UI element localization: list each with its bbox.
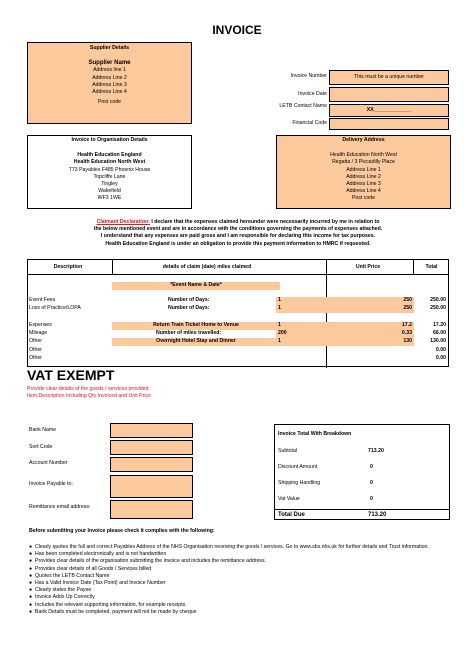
invoice-totals-box bbox=[274, 424, 450, 520]
checklist-item: ● Quotes the LETB Contact Name bbox=[29, 572, 110, 579]
row-detail: Number of miles travelled: bbox=[156, 330, 222, 336]
row-total: 0.00 bbox=[435, 347, 446, 353]
row-entry-field[interactable] bbox=[276, 322, 414, 330]
invoice-date-field[interactable] bbox=[329, 87, 449, 102]
vat-value-label: Vat Value bbox=[278, 496, 300, 502]
header-unit-price: Unit Price bbox=[355, 264, 381, 270]
row-entry-field[interactable] bbox=[276, 338, 414, 346]
checklist-item-text: Bank Details must be completed, payment will not be made by cheque bbox=[35, 608, 197, 615]
table-header bbox=[28, 260, 448, 275]
row-price: 17.2 bbox=[401, 322, 412, 328]
row-description: Loss of Practice/LOPA bbox=[29, 305, 81, 311]
delivery-line-3: Address Line 1 bbox=[346, 166, 381, 173]
total-due-label: Total Due bbox=[278, 512, 305, 518]
checklist-item-text: Provides clear details of all Goods / Services billed bbox=[35, 565, 152, 572]
row-entry-field[interactable] bbox=[276, 305, 414, 313]
row-description: Expenses bbox=[29, 322, 52, 328]
row-qty: 1 bbox=[278, 338, 281, 344]
row-description: Other bbox=[29, 347, 42, 353]
financial-code-label: Financial Code bbox=[292, 120, 327, 126]
checklist-item-text: Invoice Adds Up Correctly bbox=[35, 594, 95, 601]
checklist-item: ● Bank Details must be completed, payment will not be made by cheque bbox=[29, 608, 197, 615]
org-line-2: Health Education North West bbox=[73, 159, 146, 166]
page-title: INVOICE bbox=[212, 23, 262, 37]
checklist-item-text: Provides clear details of the organisation submitting the invoice and includes the remittance address. bbox=[35, 558, 266, 565]
org-line-5: Tingley bbox=[101, 181, 118, 188]
checklist bbox=[29, 544, 447, 616]
row-detail: Number of Days: bbox=[168, 305, 210, 311]
bank-name-field[interactable] bbox=[110, 423, 193, 438]
discount-value: 0 bbox=[370, 464, 373, 470]
checklist-item: ● Clearly quotes the full and correct Payables Address of the NHS Organisation receiving the goods / services. Go to www.sbs.nhs.uk for further details and Trust information. bbox=[29, 544, 429, 550]
shipping-value: 0 bbox=[370, 480, 373, 486]
checklist-item: ● Invoice Adds Up Correctly bbox=[29, 594, 95, 601]
row-qty: 1 bbox=[278, 305, 281, 311]
checklist-item-text: Has been completed electronically and is not handwritten bbox=[35, 551, 167, 558]
checklist-item-text: Quotes the LETB Contact Name bbox=[35, 572, 110, 579]
declaration-line-4: Health Education England is under an obligation to provide this payment information to HMRC if requested. bbox=[105, 240, 371, 247]
checklist-item: ● Includes the relevant supporting information, for example receipts. bbox=[29, 601, 187, 608]
vat-value: 0 bbox=[370, 496, 373, 502]
row-detail[interactable]: Overnight Hotel Stay and Dinner bbox=[112, 338, 280, 346]
header-details: details of claim (date) miles claimed bbox=[162, 264, 252, 270]
row-qty: 200 bbox=[278, 330, 287, 336]
financial-code-field[interactable] bbox=[329, 118, 449, 130]
header-total: Total bbox=[425, 264, 438, 270]
shipping-label: Shipping Handling bbox=[278, 480, 321, 486]
organisation-details-box bbox=[27, 135, 192, 209]
row-total: 250.00 bbox=[430, 297, 446, 303]
payable-to-field[interactable] bbox=[110, 475, 193, 498]
row-price: 250 bbox=[403, 305, 412, 311]
bank-name-label: Bank Name bbox=[29, 427, 57, 433]
checklist-item: ● Provides clear details of the organisation submitting the invoice and includes the remittance address. bbox=[29, 558, 266, 565]
table-row bbox=[28, 347, 448, 355]
row-price: 0.33 bbox=[401, 330, 412, 336]
org-line-7: WF3 1WE bbox=[97, 195, 122, 202]
org-line-3: T73 Payables F485 Phoenix House bbox=[68, 166, 151, 173]
table-row bbox=[28, 338, 448, 346]
subtotal-value: 713.20 bbox=[368, 448, 384, 454]
row-entry-field[interactable] bbox=[276, 330, 414, 338]
invoice-date-label: Invoice Date bbox=[298, 91, 327, 97]
supplier-line-4: Address Line 4 bbox=[92, 89, 127, 96]
row-qty: 1 bbox=[278, 322, 281, 328]
row-price: 130 bbox=[403, 338, 412, 344]
checklist-item-text: Includes the relevant supporting information, for example receipts. bbox=[35, 601, 187, 608]
vat-note-1: Provide clear details of the goods / services provided bbox=[27, 386, 149, 392]
row-qty: 1 bbox=[278, 297, 281, 303]
delivery-line-4: Address Line 2 bbox=[346, 173, 381, 180]
supplier-name: Supplier Name bbox=[88, 60, 131, 67]
checklist-item-text: Has a Valid Invoice Date (Tax Point) and Invoice Number bbox=[35, 580, 166, 587]
row-detail: Number of Days: bbox=[168, 297, 210, 303]
row-description: Other bbox=[29, 355, 42, 361]
checklist-item: ● Clearly states the Payee bbox=[29, 587, 92, 594]
delivery-line-7: Post code bbox=[351, 195, 376, 202]
delivery-address-box bbox=[276, 135, 451, 209]
event-name-field[interactable]: *Event Name & Date* bbox=[112, 282, 280, 290]
row-price: 250 bbox=[403, 297, 412, 303]
supplier-line-3: Address Line 3 bbox=[92, 81, 127, 88]
letb-contact-label: LETB Contact Name bbox=[279, 103, 327, 109]
delivery-heading: Delivery Address bbox=[342, 137, 385, 143]
row-detail[interactable]: Return Train Ticket Home to Venue bbox=[112, 322, 280, 330]
account-number-field[interactable] bbox=[110, 457, 193, 472]
declaration-line-3: I understand that any expenses are paid gross and I am responsible for declaring this income for tax purposes. bbox=[100, 233, 376, 240]
letb-contact-field[interactable]: XX_____________ bbox=[329, 104, 449, 117]
org-heading: Invoice to Organisation Details bbox=[71, 137, 148, 143]
org-line-6: Wakefield bbox=[98, 188, 121, 195]
payable-to-label: Invoice Payable to: bbox=[29, 481, 73, 487]
totals-heading: Invoice Total With Breakdown bbox=[278, 431, 352, 437]
claimant-declaration bbox=[27, 219, 449, 248]
row-total: 0.00 bbox=[435, 355, 446, 361]
subtotal-label: Subtotal bbox=[278, 448, 298, 454]
row-description: Event Fees bbox=[29, 297, 56, 303]
sort-code-label: Sort Code bbox=[29, 444, 53, 450]
row-total: 66.00 bbox=[433, 330, 446, 336]
vat-exempt-heading: VAT EXEMPT bbox=[27, 367, 115, 383]
row-entry-field[interactable] bbox=[276, 297, 414, 305]
supplier-line-1: Address line 1 bbox=[93, 67, 126, 74]
row-description: Other bbox=[29, 338, 42, 344]
total-due-value: 713.20 bbox=[368, 512, 387, 518]
row-description: Mileage bbox=[29, 330, 48, 336]
checklist-item-text: Clearly states the Payee bbox=[35, 587, 92, 594]
declaration-line-2: the below mentioned event and are in accordance with the conditions governing the payments of expenses attached. bbox=[93, 226, 383, 233]
remittance-email-field[interactable] bbox=[110, 500, 193, 519]
delivery-line-1: Health Education North West bbox=[330, 152, 397, 159]
checklist-item-text: Clearly quotes the full and correct Payables Address of the NHS Organisation receiving the goods / services. Go to www.sbs.nhs.uk for further details and Trust information. bbox=[35, 544, 429, 550]
org-line-4: Topcliffe Lane bbox=[93, 173, 126, 180]
declaration-label: Claimant Declaration: bbox=[96, 219, 150, 225]
table-row bbox=[28, 297, 448, 305]
supplier-details-box bbox=[27, 42, 192, 124]
supplier-heading: Supplier Details bbox=[89, 45, 130, 51]
supplier-postcode: Post code bbox=[97, 99, 122, 106]
table-row bbox=[28, 322, 448, 330]
delivery-line-6: Address Line 4 bbox=[346, 188, 381, 195]
invoice-number-field[interactable]: This must be a unique number bbox=[329, 70, 449, 85]
checklist-item: ● Has a Valid Invoice Date (Tax Point) and Invoice Number bbox=[29, 580, 166, 587]
invoice-number-label: Invoice Number bbox=[290, 73, 327, 79]
delivery-line-5: Address Line 3 bbox=[346, 181, 381, 188]
row-total: 250.00 bbox=[430, 305, 446, 311]
checklist-item: ● Has been completed electronically and is not handwritten bbox=[29, 551, 167, 558]
checklist-heading: Before submitting your Invoice please check it complies with the following: bbox=[29, 528, 215, 534]
supplier-line-2: Address Line 2 bbox=[92, 74, 127, 81]
row-total: 17.20 bbox=[433, 322, 446, 328]
remittance-email-label: Remittance email address: bbox=[29, 504, 91, 510]
account-number-label: Account Number bbox=[29, 460, 68, 466]
declaration-line-1: I declare that the expenses claimed hereunder were necessarily incurred by me in relation to bbox=[149, 219, 380, 225]
table-row bbox=[28, 355, 448, 363]
table-row bbox=[28, 305, 448, 313]
row-total: 130.00 bbox=[430, 338, 446, 344]
vat-note-2: Item Description Including Qty Invoiced and Unit Price bbox=[27, 393, 151, 399]
org-line-1: Health Education England bbox=[77, 152, 142, 159]
checklist-item: ● Provides clear details of all Goods / Services billed bbox=[29, 565, 152, 572]
discount-label: Discount Amount bbox=[278, 464, 318, 470]
table-row bbox=[28, 330, 448, 338]
claim-items-table bbox=[27, 259, 449, 367]
delivery-line-2: Regatta / 3 Piccadilly Place bbox=[332, 159, 395, 166]
header-description: Description bbox=[53, 264, 83, 270]
sort-code-field[interactable] bbox=[110, 440, 193, 455]
